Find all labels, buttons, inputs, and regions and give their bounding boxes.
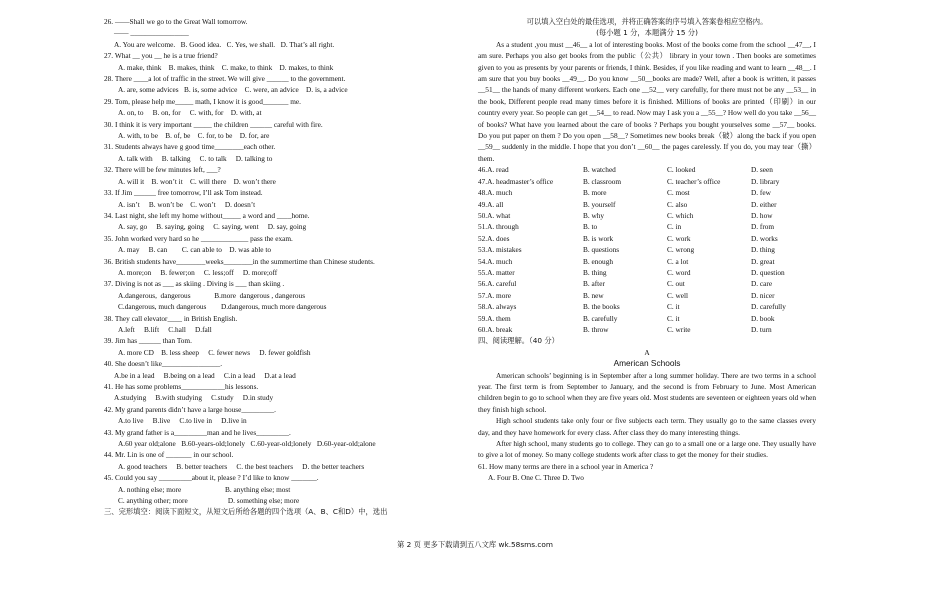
option-cell: C. work — [667, 233, 691, 243]
option-cell: C. most — [667, 188, 690, 198]
option-cell: 54.A. much — [478, 256, 513, 266]
option-cell: D. book — [751, 313, 775, 323]
question-line: 42. My grand parents didn’t have a large house_________. — [104, 404, 276, 414]
instruction-line: 可以填入空白处的最佳选项，并将正确答案的序号填入答案卷相应空格内。 — [526, 17, 768, 26]
left-column — [104, 16, 484, 518]
option-cell: C. well — [667, 290, 689, 300]
right-column — [478, 16, 816, 484]
question-line: A.60 year old;alone B.60-years-old;lonely C.60-year-old;lonely D.60-year-old;alone — [118, 439, 376, 449]
option-cell: 59.A. them — [478, 313, 511, 323]
passage-paragraph: High school students take only four or five subjects each term. They usually go to the same classes every day, and they have homework for every class. After class they do many interesting things. — [478, 416, 816, 437]
question-line: A. isn’t B. won’t be C. won’t D. doesn’t — [118, 199, 256, 209]
question-line: A. say, go B. saying, going C. saying, went D. say, going — [118, 222, 307, 232]
passage-title: American Schools — [613, 358, 681, 369]
question-line: A. make, think B. makes, think C. make, to think D. makes, to think — [118, 62, 334, 72]
option-cell: C. out — [667, 279, 685, 289]
option-cell: B. questions — [583, 245, 620, 255]
option-cell: D. turn — [751, 324, 772, 334]
option-cell: C. also — [667, 199, 688, 209]
question-line: 37. Diving is not as ___ as skiing . Diving is ___ than skiing . — [104, 279, 285, 289]
option-cell: C. teacher’s office — [667, 176, 721, 186]
question-line: 27. What __ you __ he is a true friend? — [104, 51, 218, 61]
option-cell: B. carefully — [583, 313, 618, 323]
question-line: 40. She doesn’t like________________. — [104, 359, 223, 369]
option-cell: B. classroom — [583, 176, 622, 186]
option-row — [478, 199, 816, 210]
option-cell: D. question — [751, 267, 785, 277]
question-line: 29. Tom, please help me_____ math, I know it is good_______ me. — [104, 96, 301, 106]
option-cell: D. care — [751, 279, 773, 289]
passage-letter: A — [644, 347, 650, 357]
option-cell: D. library — [751, 176, 780, 186]
question-line: —— ________________ — [114, 28, 189, 38]
option-cell: D. thing — [751, 245, 775, 255]
question-line: 32. There will be few minutes left, ___? — [104, 165, 221, 175]
option-cell: 55.A. matter — [478, 267, 515, 277]
option-cell: 52.A. does — [478, 233, 510, 243]
option-cell: B. yourself — [583, 199, 616, 209]
option-cell: D. from — [751, 222, 775, 232]
question-line: A.studying B.with studying C.study D.in study — [114, 393, 274, 403]
option-cell: 57.A. more — [478, 290, 512, 300]
option-cell: C. wrong — [667, 245, 695, 255]
question-line: 38. They call elevator____ in British English. — [104, 313, 238, 323]
question-line: 31. Students always have g good time________each other. — [104, 142, 276, 152]
option-cell: D. either — [751, 199, 777, 209]
instruction-line: (每小题 1 分，本题满分 15 分) — [596, 28, 698, 38]
option-cell: B. more — [583, 188, 607, 198]
option-cell: C. write — [667, 324, 691, 334]
question-line: 44. Mr. Lin is one of _______ in our school. — [104, 450, 234, 460]
option-row — [478, 278, 816, 289]
reading-section-title: 四、阅读理解。（40 分） — [478, 336, 559, 346]
option-cell: D. how — [751, 210, 773, 220]
option-cell: C. which — [667, 210, 694, 220]
page-footer: 第 2 页 更多下载请到五八文库 wk.58sms.com — [397, 540, 553, 549]
question-line: 36. British students have________weeks________in the summertime than Chinese students. — [104, 256, 375, 266]
question-line: A. with, to be B. of, be C. for, to be D. for, are — [118, 131, 270, 141]
question-line: 28. There ____a lot of traffic in the street. We will give ______ to the government. — [104, 74, 346, 84]
question-line: 26. ——Shall we go to the Great Wall tomorrow. — [104, 17, 248, 26]
option-cell: C. in — [667, 222, 682, 232]
question-line: A. will it B. won’t it C. will there D. won’t there — [118, 176, 276, 186]
option-cell: B. thing — [583, 267, 607, 277]
question-line: 43. My grand father is a_________man and he lives_________. — [104, 427, 291, 437]
passage-paragraph: After high school, many students go to college. They can go to a small one or a large one. They usually have to give a lot of money. So many college students work after class to get the money for their studies. — [478, 439, 816, 460]
question-line: A. talk with B. talking C. to talk D. talking to — [118, 153, 273, 163]
cloze-options — [478, 164, 816, 335]
reading-passage — [478, 370, 816, 461]
option-row — [478, 267, 816, 278]
option-row — [478, 164, 816, 175]
question-line: A. good teachers B. better teachers C. the best teachers D. the better teachers — [118, 461, 365, 471]
question-line: 41. He has some problems____________his lessons. — [104, 382, 259, 391]
option-cell: 58.A. always — [478, 302, 517, 312]
option-cell: B. why — [583, 210, 605, 220]
option-row — [478, 244, 816, 255]
option-cell: B. is work — [583, 233, 614, 243]
option-cell: B. new — [583, 290, 604, 300]
cloze-passage: As a student ,you must __46__ a lot of interesting books. Most of the books come from the school __47__, I am sure. Perhaps you also get books from the public（公共） library in your town . Then books are sometimes given to you as presents by your parents or friends, I think. Besides, if you like reading and want to learn __48__. I am sure that you buy books __49__. Do you know __50__books are made? Well, after a book is written, it passes __51__ the hands of many different workers. Each one __52__ very carefully, for there must not be any __53__ in the book, Different people read many times before it is finished. Millions of books are printed（印刷）in our country every year. So people can get __54__ to read. Now may I ask you a __55__? How well do you take __56__ of books? What have you learned about the care of books ? Perhaps you bought yourselves some __57__ books. Do you put paper on them ? Do you open __58__? Sometimes new books break（破）along the back if you open __59__ suddenly in the middle. I hope that you don’t __60__ the pages carelessly. If you do, you may tear（撕）them. — [478, 39, 817, 163]
question-line: 34. Last night, she left my home without_____ a word and ____home. — [104, 210, 310, 220]
option-cell: C. it — [667, 313, 680, 323]
option-cell: 53.A. mistakes — [478, 245, 522, 255]
option-cell: 50.A. what — [478, 210, 511, 220]
option-cell: C. it — [667, 302, 680, 312]
option-cell: D. carefully — [751, 302, 786, 312]
passage-paragraph: American schools’ beginning is in September after a long summer holiday. There are two terms in a school year. The first term is from September to January, and the second is from February to June. Most American children begin to go to school when they are five years old. Most students are seventeen or eighteen years old when they finish high school. — [478, 370, 816, 414]
cloze-instructions — [478, 16, 816, 39]
question-line: A. You are welcome. B. Good idea. C. Yes, we shall. D. That’s all right. — [114, 39, 335, 49]
option-row — [478, 187, 816, 198]
question-line: 45. Could you say _________about it, please ? I’d like to know _______. — [104, 473, 319, 483]
question-line: A.to live B.live C.to live in D.live in — [118, 416, 247, 426]
option-row — [478, 301, 816, 312]
option-cell: D. nicer — [751, 290, 775, 300]
question-line: A. more;on B. fewer;on C. less;off D. more;off — [118, 267, 278, 277]
option-cell: C. a lot — [667, 256, 689, 266]
option-row — [478, 324, 816, 335]
question-line: A. on, to B. on, for C. with, for D. with, at — [118, 108, 262, 118]
question-61-options: A. Four B. One C. Three D. Two — [488, 473, 584, 483]
option-cell: D. seen — [751, 165, 773, 175]
option-cell: D. great — [751, 256, 775, 266]
question-line: C. anything other; more D. something else; more — [118, 496, 300, 506]
option-cell: B. to — [583, 222, 598, 232]
option-row — [478, 256, 816, 267]
option-row — [478, 233, 816, 244]
option-cell: B. enough — [583, 256, 613, 266]
option-row — [478, 290, 816, 301]
question-line: A. more CD B. less sheep C. fewer news D. fewer goldfish — [118, 347, 311, 357]
question-line: 39. Jim has ______ than Tom. — [104, 336, 192, 346]
option-cell: 56.A. careful — [478, 279, 517, 289]
option-cell: B. after — [583, 279, 605, 289]
question-line: A.left B.lift C.hall D.fall — [118, 324, 212, 334]
question-line: A.dangerous, dangerous B.more dangerous , dangerous — [118, 290, 306, 300]
option-cell: B. the books — [583, 302, 620, 312]
option-cell: C. word — [667, 267, 691, 277]
option-cell: C. looked — [667, 165, 696, 175]
question-line: 35. John worked very hard so he _____________ pass the exam. — [104, 233, 293, 243]
question-line: 33. If Jim ______ free tomorrow, I’ll ask Tom instead. — [104, 188, 263, 198]
option-cell: 46.A. read — [478, 165, 509, 175]
question-line: C.dangerous, much dangerous D.dangerous, much more dangerous — [118, 302, 327, 312]
question-line: 30. I think it is very important _____ the children ______ careful with fire. — [104, 119, 323, 129]
question-line: A. nothing else; more B. anything else; most — [118, 484, 291, 494]
question-61: 61. How many terms are there in a school year in America ? — [478, 461, 654, 471]
option-cell: 60.A. break — [478, 324, 513, 334]
option-cell: B. watched — [583, 165, 616, 175]
question-line: A. are, some advices B. is, some advice C. were, an advice D. is, a advice — [118, 85, 348, 95]
question-line: 三、完形填空：阅读下面短文，从短文后所给各题的四个选项（A、B、C和D）中，选出 — [104, 507, 388, 517]
option-cell: 47.A. headmaster’s office — [478, 176, 554, 186]
option-cell: 51.A. through — [478, 222, 519, 232]
option-row — [478, 210, 816, 221]
option-cell: 48.A. much — [478, 188, 513, 198]
option-row — [478, 313, 816, 324]
option-cell: B. throw — [583, 324, 609, 334]
option-cell: 49.A. all — [478, 199, 504, 209]
option-cell: D. few — [751, 188, 771, 198]
option-cell: D. works — [751, 233, 778, 243]
question-line: A.be in a lead B.being on a lead C.in a lead D.at a lead — [114, 370, 296, 380]
option-row — [478, 176, 816, 187]
question-line: A. may B. can C. can able to D. was able to — [118, 245, 271, 255]
option-row — [478, 221, 816, 232]
